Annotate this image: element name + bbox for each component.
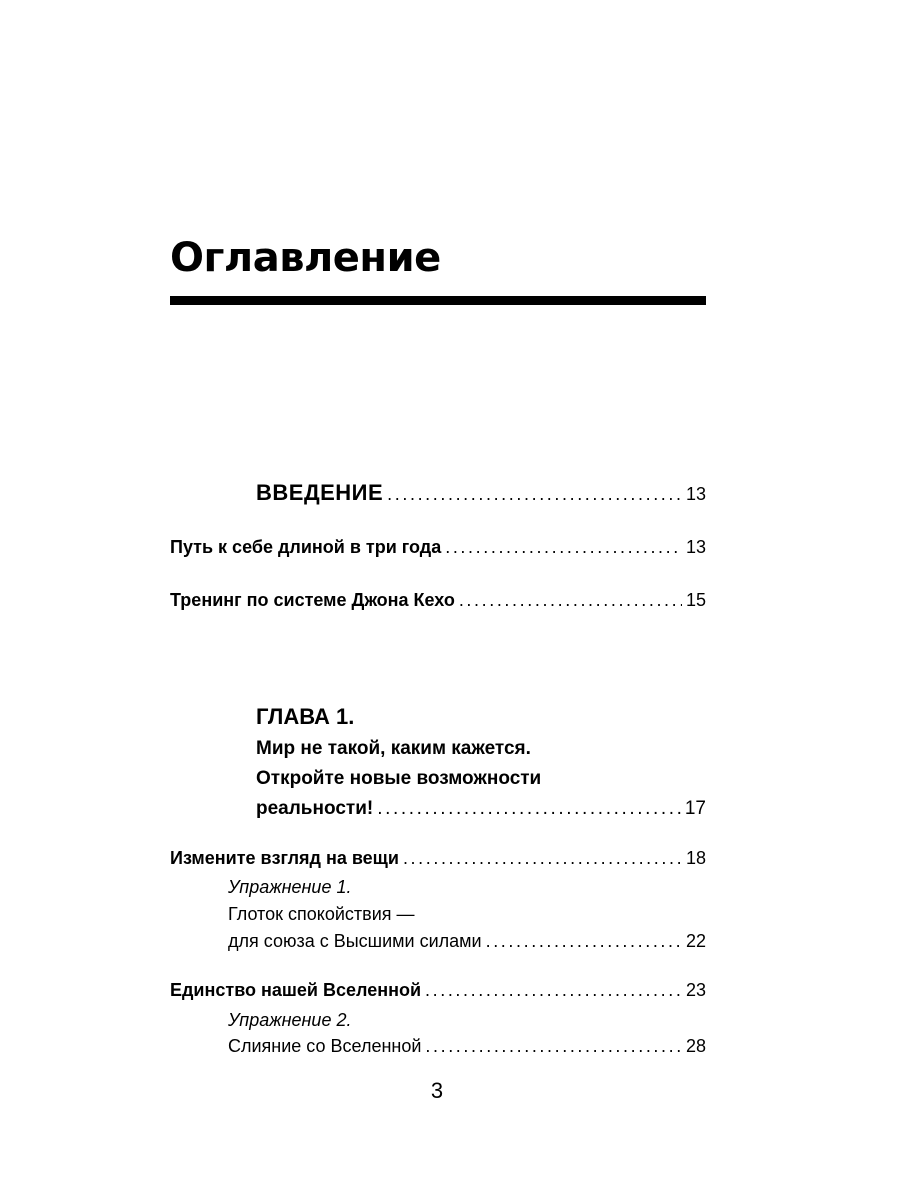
- toc-entry-intro[interactable]: [256, 480, 706, 507]
- chapter-title-line: Мир не такой, каким кажется.: [256, 738, 531, 759]
- toc-entry-label: Измените взгляд на вещи: [170, 848, 399, 868]
- toc-exercise-2[interactable]: [228, 1007, 706, 1059]
- toc-page-number: 18: [685, 848, 706, 868]
- dot-leader: [459, 587, 682, 613]
- toc-page-number: 17: [684, 798, 706, 819]
- dot-leader: [387, 481, 682, 507]
- title-underline: [170, 296, 706, 305]
- toc-page-number: 15: [685, 590, 706, 610]
- toc-chapter-1[interactable]: [256, 700, 706, 824]
- chapter-label: ГЛАВА 1.: [256, 704, 355, 729]
- exercise-label: Упражнение 2.: [228, 1010, 352, 1030]
- dot-leader: [425, 1033, 682, 1059]
- page-title: Оглавление: [170, 235, 441, 281]
- exercise-label: Упражнение 1.: [228, 877, 352, 897]
- exercise-title-line: для союза с Высшими силами: [228, 931, 482, 951]
- toc-entry-path[interactable]: [170, 534, 706, 560]
- toc-entry-label: Путь к себе длиной в три года: [170, 537, 442, 557]
- toc-entry-label: Тренинг по системе Джона Кехо: [170, 590, 455, 610]
- toc-exercise-1[interactable]: [228, 874, 706, 955]
- exercise-title-last-line: [228, 928, 706, 955]
- dot-leader: [377, 794, 681, 824]
- toc-page-number: 13: [685, 537, 706, 557]
- toc-page-number: 28: [685, 1036, 706, 1056]
- dot-leader: [445, 534, 682, 560]
- chapter-title-last-line: [256, 794, 706, 824]
- exercise-title-line: Глоток спокойствия —: [228, 904, 415, 924]
- toc-entry-label: ВВЕДЕНИЕ: [256, 480, 384, 505]
- toc-entry-change-view[interactable]: [170, 845, 706, 871]
- toc-page-number: 23: [685, 980, 706, 1000]
- chapter-title-line: реальности!: [256, 798, 374, 819]
- chapter-title-line: Откройте новые возможности: [256, 768, 542, 789]
- dot-leader: [403, 845, 682, 871]
- toc-entry-unity[interactable]: [170, 977, 706, 1003]
- toc-page-number: 22: [685, 931, 706, 951]
- toc-page-number: 13: [685, 484, 706, 504]
- dot-leader: [425, 977, 682, 1003]
- page-number: 3: [430, 1078, 444, 1103]
- exercise-title-last-line: [228, 1033, 706, 1059]
- dot-leader: [486, 928, 682, 955]
- exercise-title-line: Слияние со Вселенной: [228, 1036, 422, 1056]
- toc-entry-label: Единство нашей Вселенной: [170, 980, 422, 1000]
- toc-entry-training[interactable]: [170, 587, 706, 613]
